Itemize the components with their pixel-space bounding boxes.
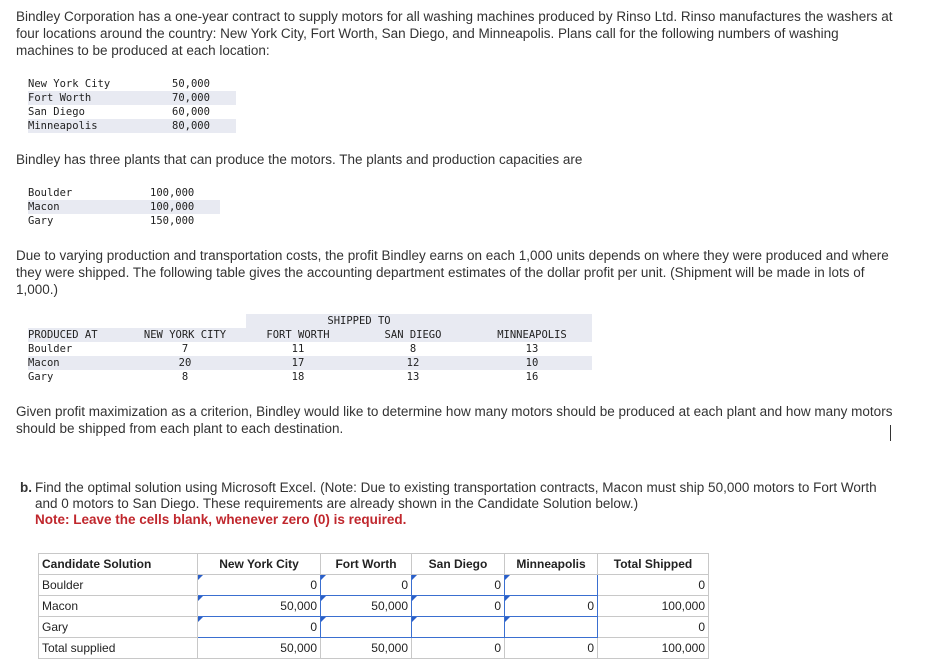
plant-name: Gary — [28, 215, 54, 227]
demand-row — [28, 91, 236, 105]
demand-qty: 70,000 — [172, 91, 236, 105]
intro-paragraph: Bindley Corporation has a one-year contract to supply motors for all washing machines produced by Rinso Ltd. Rinso manufactures the washers at four locations around the country: New York City, Fort Worth, San Diego, and Minneapolis. Plans call for the following numbers of washing machines to be produced at each location: — [16, 9, 893, 58]
profit-table — [28, 314, 592, 384]
solution-total-shipped: 0 — [598, 617, 709, 638]
total-supplied-row — [39, 638, 709, 659]
solution-row-label: Boulder — [39, 575, 198, 596]
solution-total-shipped: 100,000 — [598, 596, 709, 617]
solution-total-shipped: 0 — [598, 575, 709, 596]
solution-row — [39, 596, 709, 617]
profit-cell: 18 — [291, 371, 305, 383]
profit-cell: 11 — [291, 343, 305, 355]
candidate-solution-table — [38, 553, 709, 659]
plant-capacity: 100,000 — [150, 200, 220, 214]
solution-input-cell[interactable] — [321, 617, 412, 638]
plant-capacity: 100,000 — [150, 187, 195, 199]
profit-cell: 16 — [525, 371, 539, 383]
total-supplied-total: 100,000 — [598, 638, 709, 659]
solution-input-cell[interactable] — [505, 575, 598, 596]
profit-group-header-row — [28, 314, 592, 328]
solution-row — [39, 617, 709, 638]
profit-cell: 7 — [181, 343, 189, 355]
question-note: Note: Leave the cells blank, whenever zero (0) is required. — [35, 512, 407, 527]
profit-cell: 13 — [525, 343, 539, 355]
solution-input-cell[interactable]: 0 — [198, 575, 321, 596]
solution-input-cell[interactable] — [412, 617, 505, 638]
plant-label: Boulder — [28, 343, 73, 355]
total-supplied-label: Total supplied — [39, 638, 198, 659]
profit-cell: 8 — [409, 343, 417, 355]
profit-intro: Due to varying production and transportation costs, the profit Bindley earns on each 1,000 units depends on where they were produced and where they were shipped. The following table gives the accounting department estimates of the dollar profit per unit. (Shipment will be made in lots of 1,000.) — [16, 248, 889, 297]
question-text: Find the optimal solution using Microsoft Excel. (Note: Due to existing transportation contracts, Macon must ship 50,000 motors to Fort Worth and 0 motors to San Diego. These requirements are already shown in the Candidate Solution below.) — [35, 480, 877, 511]
solution-input-cell[interactable]: 0 — [412, 575, 505, 596]
plant-label: Macon — [28, 356, 128, 370]
total-supplied-cell: 50,000 — [321, 638, 412, 659]
profit-cell: 8 — [181, 371, 189, 383]
plant-name: Macon — [28, 200, 150, 214]
solution-input-cell[interactable]: 50,000 — [321, 596, 412, 617]
text-cursor — [890, 425, 891, 441]
demand-qty: 50,000 — [172, 78, 210, 90]
solution-input-cell[interactable]: 0 — [412, 596, 505, 617]
plants-table — [28, 186, 220, 228]
profit-cell: 13 — [406, 371, 420, 383]
plants-intro: Bindley has three plants that can produce the motors. The plants and production capacities are — [16, 152, 583, 167]
profit-cell: 10 — [476, 356, 592, 370]
profit-cell: 12 — [354, 356, 476, 370]
demand-table — [28, 77, 236, 133]
col-header: SAN DIEGO — [354, 328, 476, 342]
solution-input-cell[interactable]: 0 — [505, 596, 598, 617]
demand-row — [28, 77, 236, 91]
shipped-to-header: SHIPPED TO — [246, 314, 476, 328]
demand-location: San Diego — [28, 106, 85, 118]
demand-qty: 80,000 — [172, 119, 236, 133]
solution-row-label: Gary — [39, 617, 198, 638]
demand-location: Fort Worth — [28, 91, 172, 105]
total-supplied-cell: 0 — [505, 638, 598, 659]
profit-row — [28, 342, 592, 356]
solution-header: Candidate Solution — [39, 554, 198, 575]
plant-row — [28, 214, 220, 228]
plant-row — [28, 186, 220, 200]
total-supplied-cell: 0 — [412, 638, 505, 659]
total-supplied-cell: 50,000 — [198, 638, 321, 659]
solution-input-cell[interactable] — [505, 617, 598, 638]
demand-location: Minneapolis — [28, 119, 172, 133]
solution-row — [39, 575, 709, 596]
col-header: FORT WORTH — [246, 328, 354, 342]
profit-row — [28, 370, 592, 384]
solution-input-cell[interactable]: 50,000 — [198, 596, 321, 617]
demand-qty: 60,000 — [172, 106, 210, 118]
col-header: NEW YORK CITY — [128, 328, 246, 342]
profit-cell: 20 — [128, 356, 246, 370]
profit-row — [28, 356, 592, 370]
profit-cell: 17 — [246, 356, 354, 370]
solution-header: Total Shipped — [598, 554, 709, 575]
question-prefix: b. — [20, 480, 32, 495]
solution-header: Fort Worth — [321, 554, 412, 575]
demand-location: New York City — [28, 78, 111, 90]
plant-capacity: 150,000 — [150, 215, 195, 227]
solution-input-cell[interactable]: 0 — [321, 575, 412, 596]
demand-row — [28, 119, 236, 133]
question-b — [20, 480, 900, 528]
plant-label: Gary — [28, 371, 54, 383]
solution-header: Minneapolis — [505, 554, 598, 575]
solution-row-label: Macon — [39, 596, 198, 617]
criterion-paragraph: Given profit maximization as a criterion, Bindley would like to determine how many motors should be produced at each plant and how many motors should be shipped from each plant to each destination. — [16, 404, 893, 436]
plant-name: Boulder — [28, 187, 73, 199]
plant-row — [28, 200, 220, 214]
solution-input-cell[interactable]: 0 — [198, 617, 321, 638]
col-header: MINNEAPOLIS — [476, 328, 592, 342]
profit-header-row — [28, 328, 592, 342]
demand-row — [28, 105, 236, 119]
solution-header: New York City — [198, 554, 321, 575]
solution-header-row — [39, 554, 709, 575]
produced-at-header: PRODUCED AT — [28, 328, 128, 342]
solution-header: San Diego — [412, 554, 505, 575]
